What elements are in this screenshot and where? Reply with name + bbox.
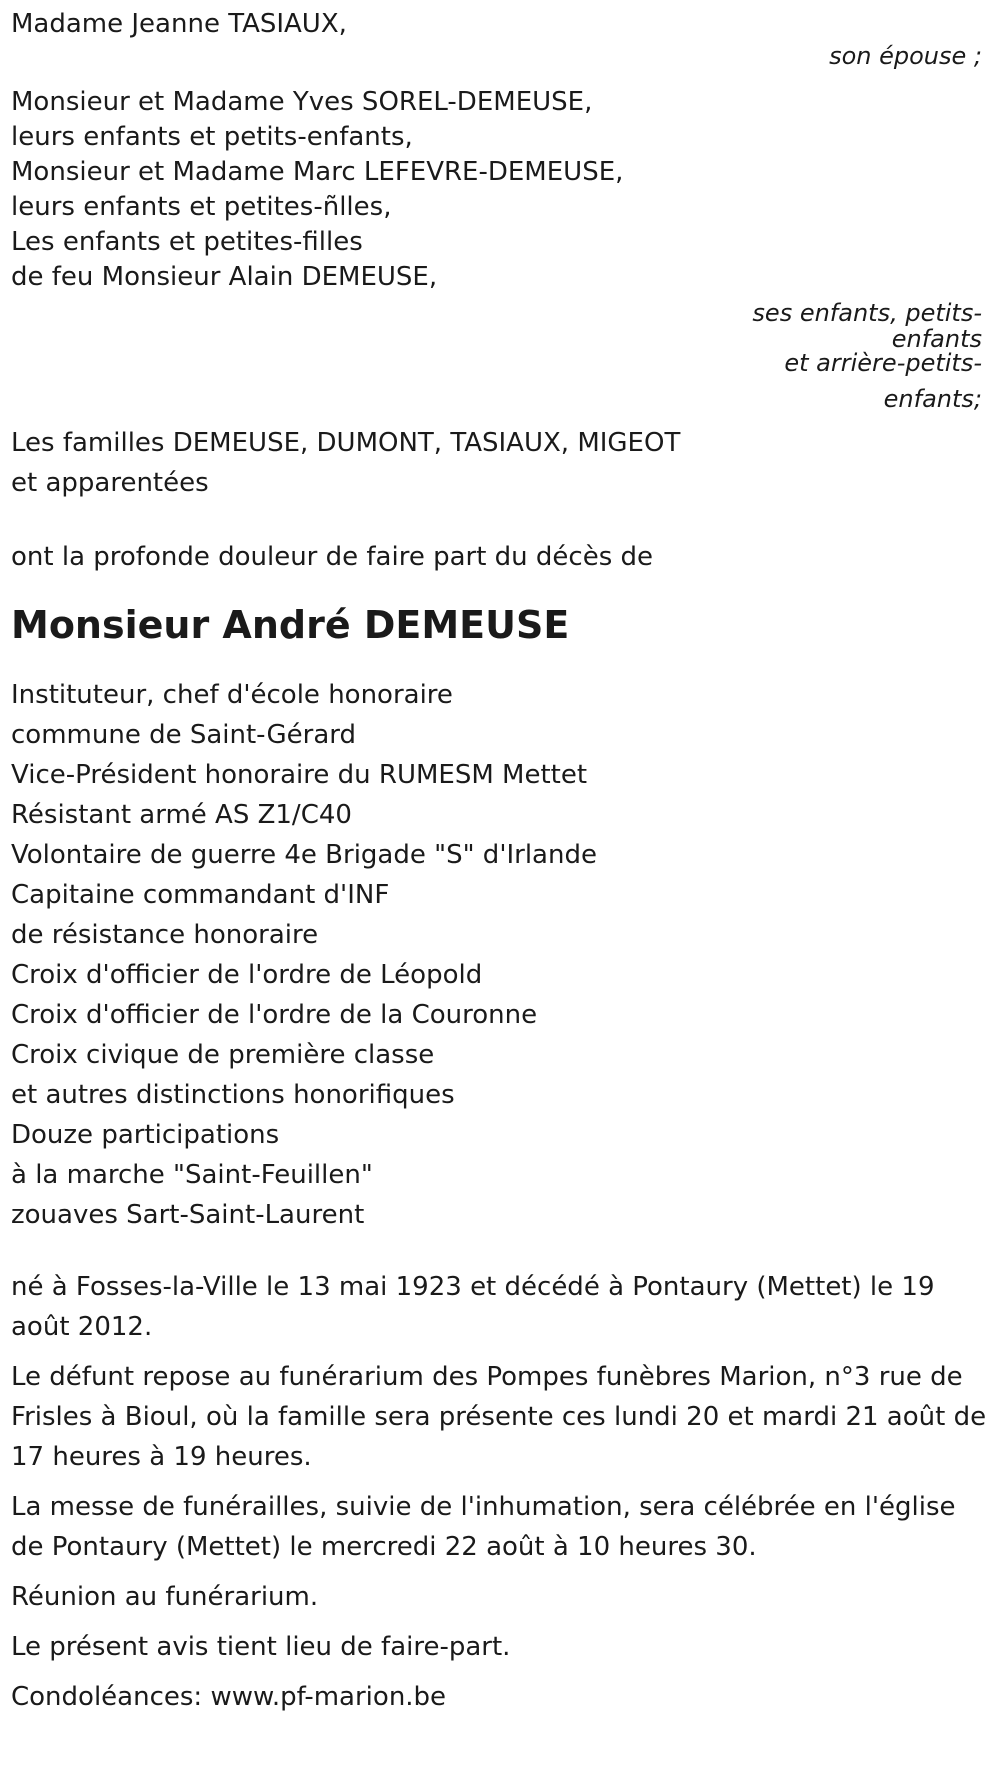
family-line: leurs enfants et petites-ñlles, — [11, 192, 392, 222]
gathering-paragraph: Réunion au funérarium. — [11, 1582, 319, 1612]
obituary-notice — [0, 4, 1000, 1789]
family-list — [11, 82, 988, 297]
title-line: zouaves Sart-Saint-Laurent — [11, 1200, 365, 1230]
titles-list — [11, 675, 988, 1235]
announcement: ont la profonde douleur de faire part du décès de — [11, 542, 654, 572]
family-line: Monsieur et Madame Yves SOREL-DEMEUSE, — [11, 87, 593, 117]
family-role-line: enfants — [891, 325, 982, 353]
notice-paragraph: Le présent avis tient lieu de faire-part. — [11, 1632, 511, 1662]
title-line: Douze participations — [11, 1120, 280, 1150]
title-line: commune de Saint-Gérard — [11, 720, 357, 750]
title-line: Résistant armé AS Z1/C40 — [11, 800, 352, 830]
relatives-list — [11, 423, 988, 503]
funeral-mass-paragraph: La messe de funérailles, suivie de l'inhumation, sera célébrée en l'église de Pontaury (Mettet) le mercredi 22 août à 10 heures 30. — [11, 1492, 956, 1562]
family-line: Les enfants et petites-filles — [11, 227, 363, 257]
title-line: Volontaire de guerre 4e Brigade "S" d'Irlande — [11, 840, 597, 870]
details — [11, 1267, 988, 1717]
title-line: Vice-Président honoraire du RUMESM Mettet — [11, 760, 588, 790]
family-role — [11, 295, 988, 417]
condolences-paragraph: Condoléances: www.pf-marion.be — [11, 1682, 447, 1712]
family-role-line: et arrière-petits- — [784, 349, 982, 377]
family-role-line: enfants; — [883, 385, 982, 413]
title-line: Croix d'officier de l'ordre de la Couronne — [11, 1000, 538, 1030]
title-line: Instituteur, chef d'école honoraire — [11, 680, 453, 710]
birth-death-paragraph: né à Fosses-la-Ville le 13 mai 1923 et décédé à Pontaury (Mettet) le 19 août 2012. — [11, 1272, 935, 1342]
title-line: et autres distinctions honorifiques — [11, 1080, 455, 1110]
title-line: Croix civique de première classe — [11, 1040, 435, 1070]
spouse-role: son épouse ; — [829, 42, 982, 70]
title-line: de résistance honoraire — [11, 920, 319, 950]
relatives-line: et apparentées — [11, 468, 209, 498]
family-line: de feu Monsieur Alain DEMEUSE, — [11, 262, 438, 292]
family-line: leurs enfants et petits-enfants, — [11, 122, 413, 152]
deceased-name: Monsieur André DEMEUSE — [11, 603, 570, 647]
title-line: à la marche "Saint-Feuillen" — [11, 1160, 373, 1190]
family-role-line: ses enfants, petits- — [752, 299, 982, 327]
visitation-paragraph: Le défunt repose au funérarium des Pompes funèbres Marion, n°3 rue de Frisles à Bioul, où la famille sera présente ces lundi 20 et mardi 21 août de 17 heures à 19 heures. — [11, 1362, 987, 1472]
family-line: Monsieur et Madame Marc LEFEVRE-DEMEUSE, — [11, 157, 624, 187]
spouse-line: Madame Jeanne TASIAUX, — [11, 9, 347, 39]
title-line: Capitaine commandant d'INF — [11, 880, 390, 910]
relatives-line: Les familles DEMEUSE, DUMONT, TASIAUX, MIGEOT — [11, 428, 681, 458]
title-line: Croix d'officier de l'ordre de Léopold — [11, 960, 483, 990]
